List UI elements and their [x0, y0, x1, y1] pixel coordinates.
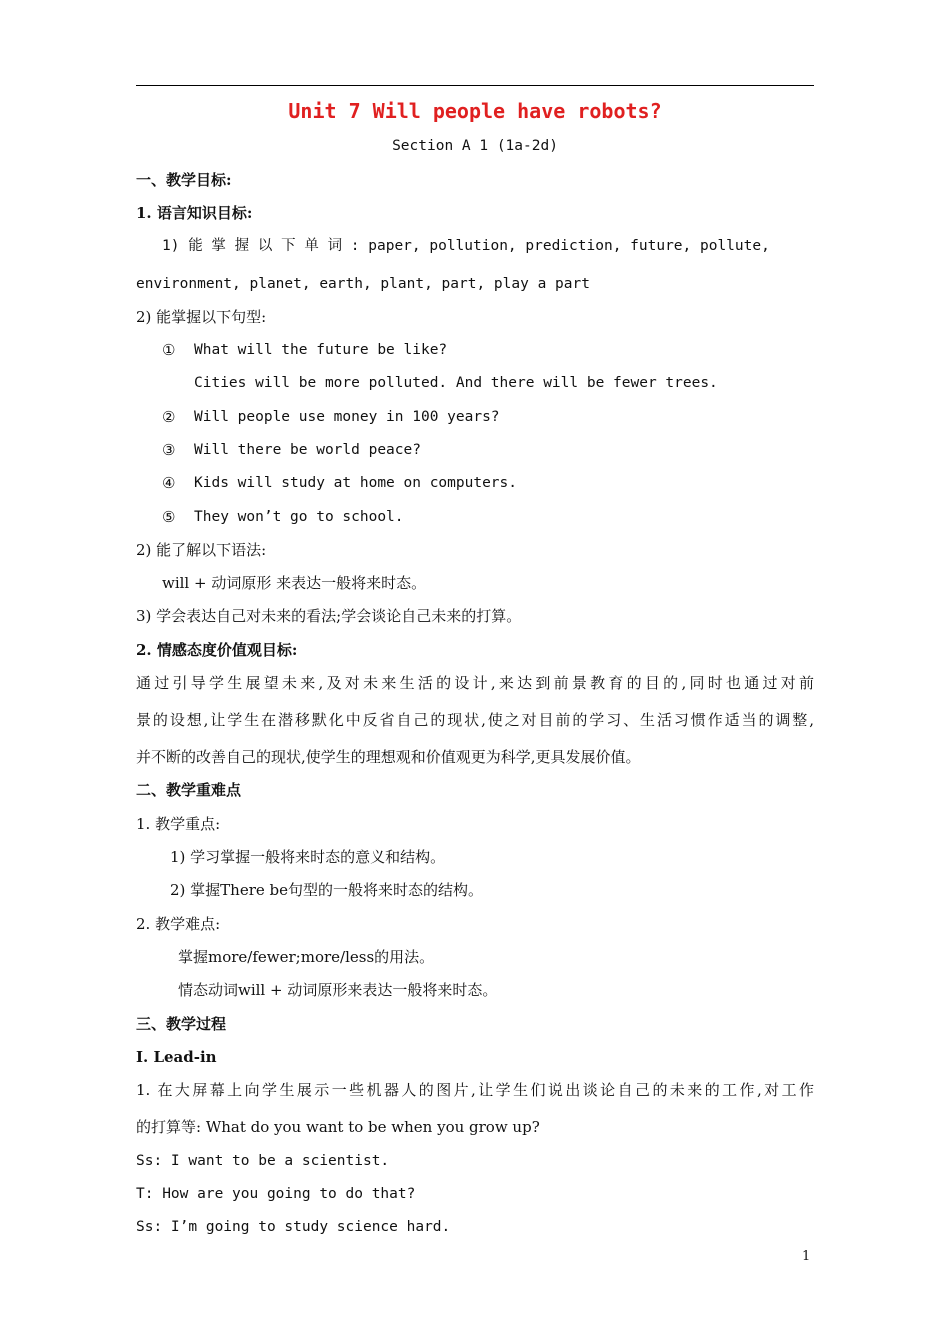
sentence-text: Will there be world peace? [194, 442, 421, 458]
page-number: 1 [802, 1249, 811, 1264]
sentence-text: Will people use money in 100 years? [194, 409, 500, 425]
heading-language-goals: 1. 语言知识目标: [136, 204, 253, 222]
process-line: 的打算等: What do you want to be when you grow up? [136, 1118, 540, 1136]
page-title: Unit 7 Will people have robots? [288, 99, 662, 123]
sentence-text: They won’t go to school. [194, 509, 404, 525]
key-item: 1) 学习掌握一般将来时态的意义和结构。 [170, 848, 446, 866]
key-label: 1. 教学重点: [136, 815, 221, 833]
section-lead-in: Ⅰ. Lead-in [136, 1048, 217, 1066]
sentence-marker: ③ [162, 441, 176, 459]
paragraph-line: 并不断的改善自己的现状,使学生的理想观和价值观更为科学,更具发展价值。 [136, 748, 641, 766]
page-subtitle: Section A 1 (1a-2d) [392, 138, 558, 154]
key-item: 2) 掌握There be句型的一般将来时态的结构。 [170, 881, 484, 899]
sentence-marker: ④ [162, 474, 176, 492]
heading-attitude-goals: 2. 情感态度价值观目标: [136, 641, 298, 659]
vocab-line-1: 1) 能 掌 握 以 下 单 词 : paper, pollution, prediction, future, pollute, [162, 238, 770, 254]
sentence-marker: ① [162, 341, 176, 359]
dialog-line: Ss: I’m going to study science hard. [136, 1219, 451, 1235]
sentences-label: 2) 能掌握以下句型: [136, 308, 267, 326]
sentence-marker: ⑤ [162, 508, 176, 526]
dialog-line: T: How are you going to do that? [136, 1186, 416, 1202]
sentence-text: What will the future be like? [194, 342, 448, 358]
difficulty-label: 2. 教学难点: [136, 915, 221, 933]
process-line: 1. 在大屏幕上向学生展示一些机器人的图片,让学生们说出谈论自己的未来的工作,对工作 [136, 1081, 814, 1099]
difficulty-item: 掌握more/fewer;more/less的用法。 [178, 948, 435, 966]
dialog-line: Ss: I want to be a scientist. [136, 1153, 390, 1169]
heading-key-points: 二、教学重难点 [136, 781, 242, 799]
vocab-line-2: environment, planet, earth, plant, part, play a part [136, 276, 590, 292]
heading-teaching-process: 三、教学过程 [136, 1015, 227, 1033]
grammar-text: will + 动词原形 来表达一般将来时态。 [162, 574, 427, 592]
sentence-marker: ② [162, 408, 176, 426]
header-rule [136, 85, 814, 86]
sentence-text: Kids will study at home on computers. [194, 475, 518, 491]
paragraph-line: 景的设想,让学生在潜移默化中反省自己的现状,使之对目前的学习、生活习惯作适当的调整, [136, 711, 814, 729]
paragraph-line: 通过引导学生展望未来,及对未来生活的设计,来达到前景教育的目的,同时也通过对前 [136, 674, 814, 692]
heading-teaching-goals: 一、教学目标: [136, 171, 232, 189]
goal-item-3: 3) 学会表达自己对未来的看法;学会谈论自己未来的打算。 [136, 607, 522, 625]
difficulty-item: 情态动词will + 动词原形来表达一般将来时态。 [178, 981, 498, 999]
grammar-label: 2) 能了解以下语法: [136, 541, 267, 559]
sentence-text: Cities will be more polluted. And there will be fewer trees. [194, 375, 718, 391]
